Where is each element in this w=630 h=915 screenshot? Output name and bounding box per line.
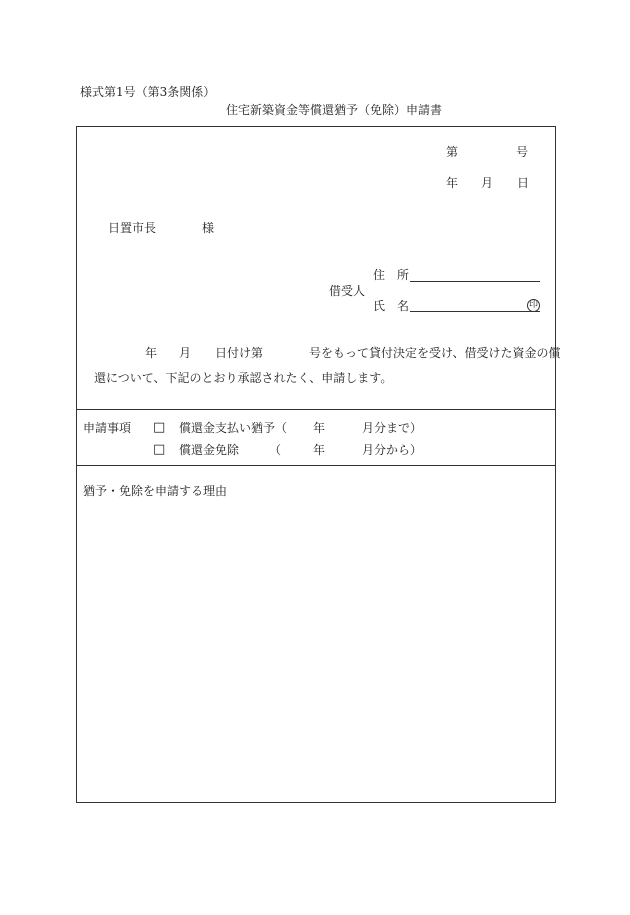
application-form: [76, 126, 561, 803]
number-suffix: 号: [516, 145, 529, 159]
body-month: 月: [179, 346, 192, 360]
date-month: 月: [481, 176, 494, 190]
body-day-no: 日付け第: [215, 346, 264, 360]
checkbox-exemption[interactable]: □: [153, 442, 166, 457]
deferral-year: 年: [313, 421, 326, 435]
address-label: 住 所: [373, 268, 410, 282]
deferral-month: 月分まで）: [362, 421, 423, 435]
date-day: 日: [517, 176, 530, 190]
checkbox-deferral[interactable]: □: [153, 420, 166, 435]
divider-2: [77, 465, 555, 466]
name-label: 氏 名: [373, 299, 410, 313]
body-line1-rest: 号をもって貸付決定を受け、借受けた資金の償: [309, 346, 561, 360]
applicant-role: 借受人: [329, 284, 366, 298]
addressee-name: 日置市長: [108, 221, 157, 235]
number-prefix: 第: [446, 145, 459, 159]
date-year: 年: [446, 176, 459, 190]
reason-label: 猶予・免除を申請する理由: [83, 484, 228, 498]
deferral-label: 償還金支払い猶予（: [179, 421, 288, 435]
name-line[interactable]: [410, 311, 540, 312]
body-year: 年: [145, 346, 158, 360]
exemption-year: 年: [313, 443, 326, 457]
exemption-month: 月分から）: [362, 443, 423, 457]
address-line[interactable]: [410, 281, 540, 282]
body-line2: 還について、下記のとおり承認されたく、申請します。: [94, 371, 393, 385]
form-title: 住宅新築資金等償還猶予（免除）申請書: [226, 103, 443, 117]
exemption-label: 償還金免除: [179, 443, 240, 457]
request-label: 申請事項: [83, 421, 132, 435]
form-id: 様式第1号（第3条関係）: [80, 85, 216, 99]
divider-1: [77, 409, 555, 410]
addressee-honorific: 様: [202, 221, 215, 235]
exemption-paren: （: [269, 443, 282, 457]
seal-icon: 印: [528, 300, 538, 310]
reason-area[interactable]: [77, 503, 555, 801]
